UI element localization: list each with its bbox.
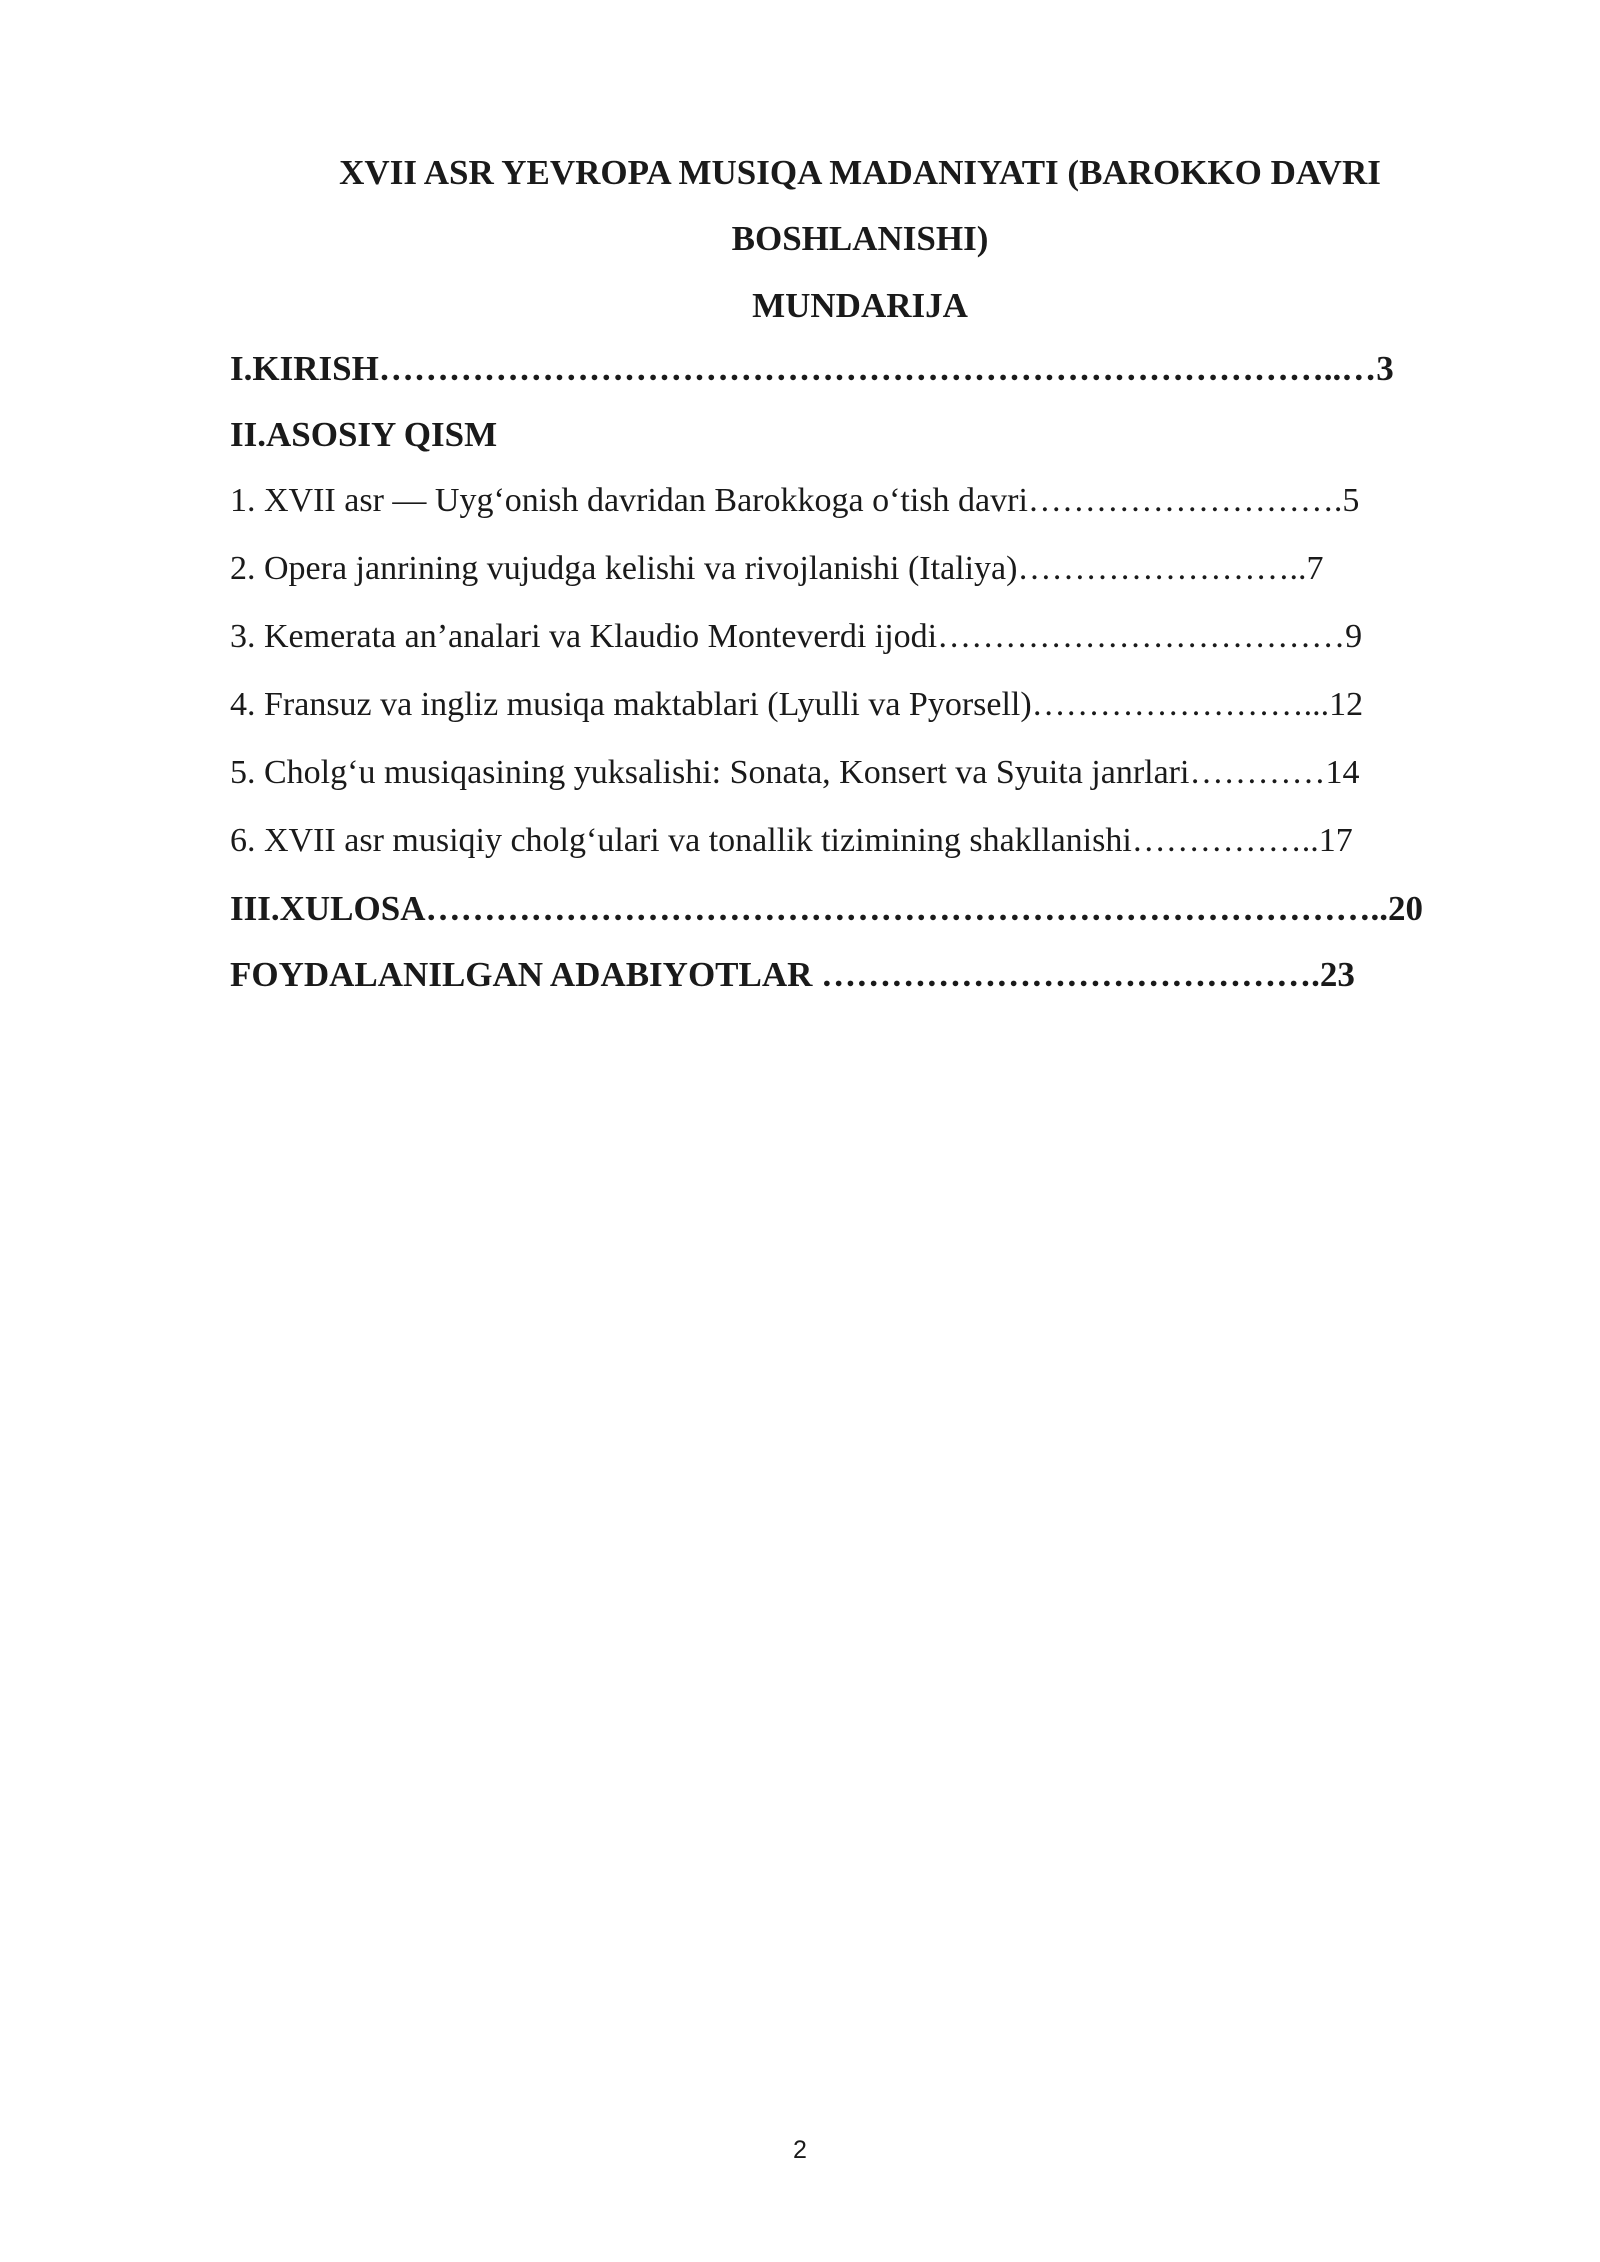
toc-entry-adabiyotlar: FOYDALANILGAN ADABIYOTLAR …………………………………….23 <box>230 955 1355 994</box>
toc-entry-3: 3. Kemerata an’analari va Klaudio Monteverdi ijodi………………………………9 <box>230 618 1363 655</box>
toc-entry-xulosa: III.XULOSA………………………………………………………………………..20 <box>230 889 1423 928</box>
toc-entry-4: 4. Fransuz va ingliz musiqa maktablari (Lyulli va Pyorsell)……………………...12 <box>230 686 1364 723</box>
toc-entry-1: 1. XVII asr — Uygʻonish davridan Barokkoga oʻtish davri……………………….5 <box>230 482 1360 519</box>
document-title: XVII ASR YEVROPA MUSIQA MADANIYATI (BAROKKO DAVRI BOSHLANISHI) <box>339 153 1381 258</box>
toc-entry-kirish: I.KIRISH………………………………………………………………………..…3 <box>230 349 1394 388</box>
toc-entry-6: 6. XVII asr musiqiy cholgʻulari va tonallik tizimining shakllanishi……………..17 <box>230 822 1353 859</box>
toc-entry-2: 2. Opera janrining vujudga kelishi va rivojlanishi (Italiya)……………………..7 <box>230 550 1324 587</box>
page-number: 2 <box>793 2136 807 2164</box>
toc-entry-5: 5. Cholgʻu musiqasining yuksalishi: Sonata, Konsert va Syuita janrlari…………14 <box>230 754 1360 791</box>
toc-heading: MUNDARIJA <box>752 286 968 325</box>
toc-entry-asosiy-qism: II.ASOSIY QISM <box>230 415 498 454</box>
